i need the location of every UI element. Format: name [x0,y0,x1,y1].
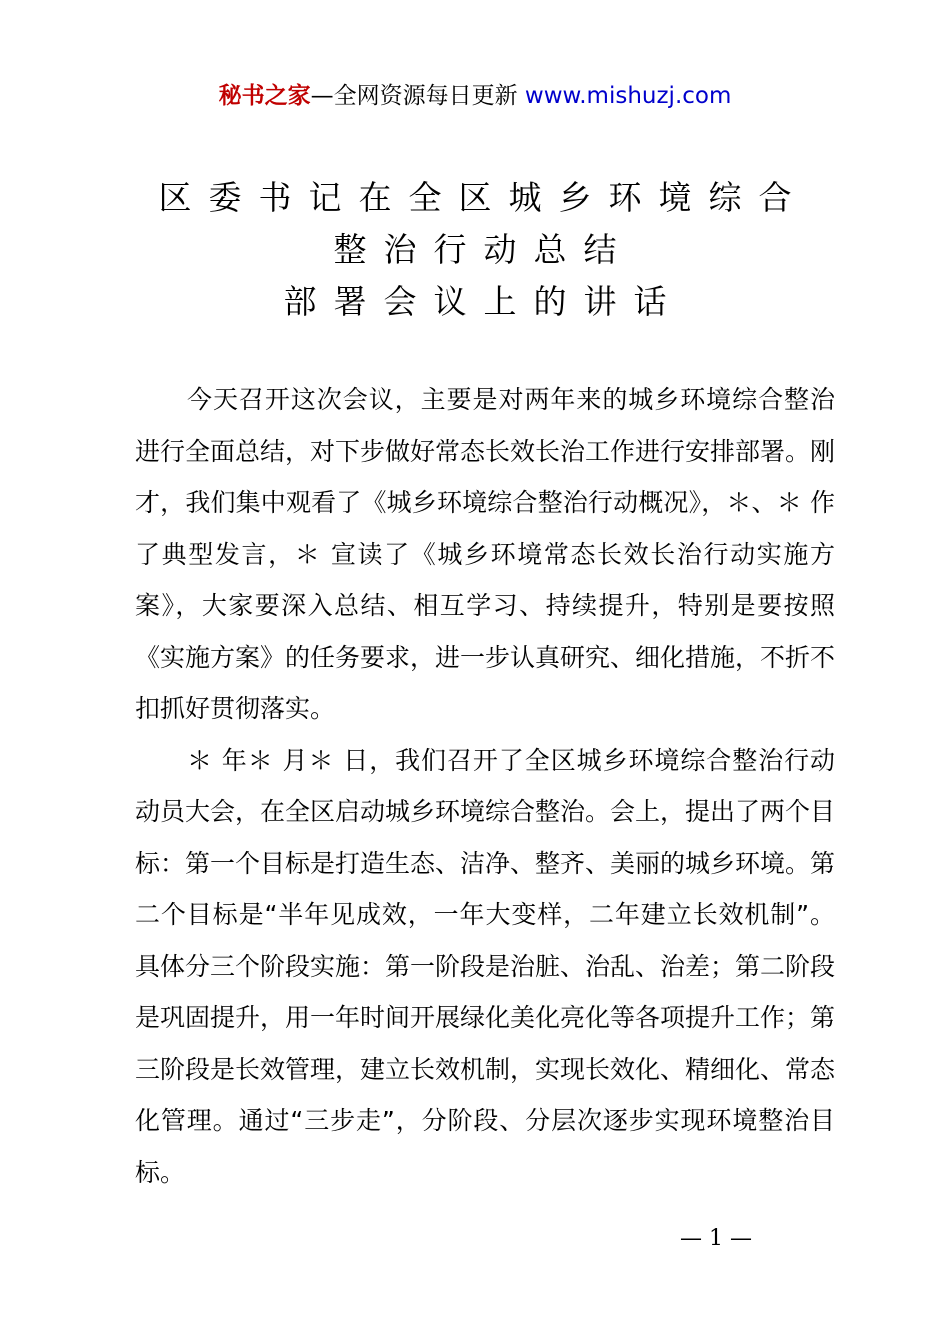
body-paragraph: 今天召开这次会议，主要是对两年来的城乡环境综合整治进行全面总结，对下步做好常态长效长治工作进行安排部署。刚才，我们集中观看了《城乡环境综合整治行动概况》，＊、＊ 作了典型发言，＊ 宣读了《城乡环境常态长效长治行动实施方案》，大家要深入总结、相互学习、持续提升，特别是要按照《实施方案》的任务要求，进一步认真研究、细化措施，不折不扣抓好贯彻落实。 [135,385,836,723]
document-body [135,374,835,1198]
site-slogan: —全网资源每日更新 [310,83,525,109]
site-url-link[interactable]: www.mishuzj.com [524,83,732,109]
body-paragraph: ＊ 年＊ 月＊ 日，我们召开了全区城乡环境综合整治行动动员大会，在全区启动城乡环境综合整治。会上，提出了两个目标：第一个目标是打造生态、洁净、整齐、美丽的城乡环境。第二个目标是“半年见成效，一年大变样，二年建立长效机制”。具体分三个阶段实施：第一阶段是治脏、治乱、治差；第二阶段是巩固提升，用一年时间开展绿化美化亮化等各项提升工作；第三阶段是长效管理，建立长效机制，实现长效化、精细化、常态化管理。通过“三步走”，分阶段、分层次逐步实现环境整治目标。 [135,745,836,1187]
site-brand: 秘书之家 [218,83,311,109]
document-title-line-3: 部署会议上的讲话 [283,282,684,321]
site-header [0,80,950,112]
document-title-line-2: 整治行动总结 [333,230,634,269]
document-title-line-1: 区委书记在全区城乡环境综合 [158,178,809,217]
page-number: — 1 — [680,1226,752,1251]
